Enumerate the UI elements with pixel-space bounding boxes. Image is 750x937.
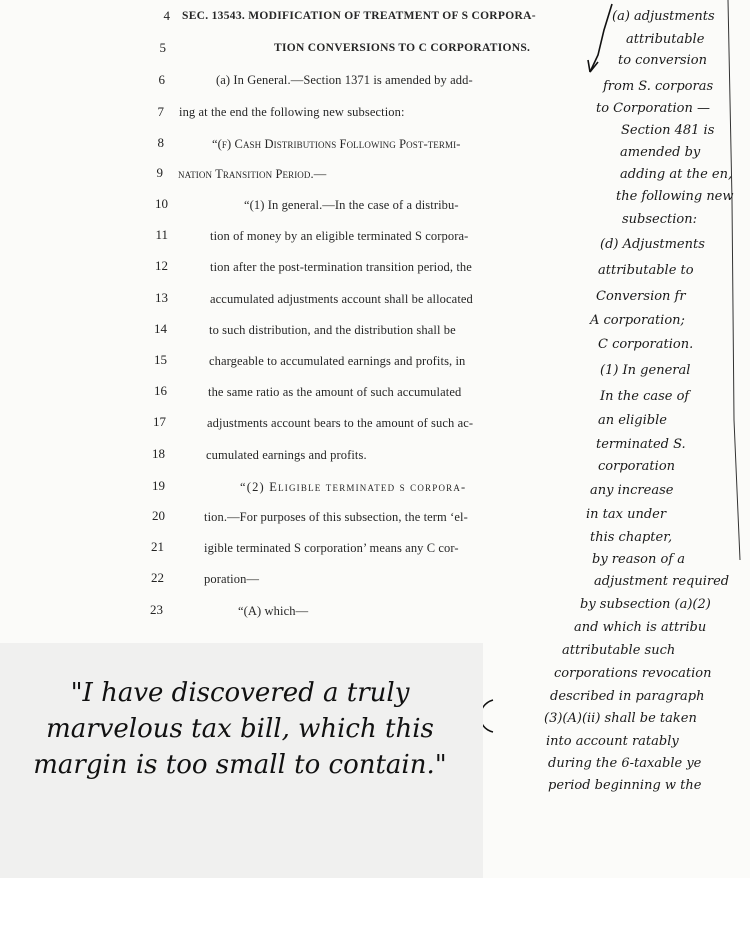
text-line: “(1) In general.—In the case of a distribu- [244,198,459,212]
line-number: 5 [159,40,166,55]
handwritten-note-line: attributable [626,32,705,47]
handwritten-note-line: by subsection (a)(2) [580,597,711,612]
handwritten-note-line: from S. corporas [603,79,714,94]
text-line: “(A) which— [238,604,309,618]
handwritten-note-line: corporation [598,459,676,474]
line-number: 17 [153,414,166,429]
line-number: 13 [155,290,168,305]
handwritten-note-line: any increase [590,483,674,498]
handwritten-note-line: the following new [616,189,734,204]
handwritten-note-line: attributable to [598,263,694,278]
line-number: 21 [151,539,164,554]
text-line: tion of money by an eligible terminated S corpora- [210,229,469,243]
handwritten-note-line: (d) Adjustments [600,237,705,252]
line-number: 14 [154,321,167,336]
text-line: adjustments account bears to the amount of such ac- [207,416,474,430]
handwritten-note-line: (3)(A)(ii) shall be taken [544,711,697,726]
line-number: 12 [155,258,168,273]
line-number: 4 [163,8,170,23]
handwritten-note-line: In the case of [600,389,690,404]
line-number: 22 [151,570,164,585]
text-line: cumulated earnings and profits. [206,448,367,462]
handwritten-note-line: this chapter, [590,530,673,545]
line-number: 19 [152,478,165,493]
handwritten-note-line: during the 6-taxable ye [548,756,702,771]
handwritten-note-line: amended by [620,145,701,160]
handwritten-note-line: an eligible [598,413,667,428]
section-heading: SEC. 13543. MODIFICATION OF TREATMENT OF S CORPORA- [182,10,536,22]
text-line: igible terminated S corporation’ means any C cor- [204,541,459,555]
line-number: 8 [157,135,164,150]
text-line: chargeable to accumulated earnings and profits, in [209,354,466,368]
text-line: “(2) Eligible terminated s corpora- [240,480,467,494]
text-line: (a) In General.—Section 1371 is amended by add- [216,73,473,87]
handwritten-note-line: described in paragraph [550,689,705,704]
text-line: “(f) Cash Distributions Following Post-termi- [212,137,461,151]
line-number: 10 [155,196,168,211]
handwritten-note-line: to Corporation — [596,101,710,116]
handwritten-note-line: adding at the en, [620,167,733,182]
handwritten-note-line: subsection: [622,212,697,227]
line-number: 11 [155,227,168,242]
text-line: the same ratio as the amount of such accumulated [208,385,462,399]
handwritten-note-line: Conversion fr [596,289,686,304]
handwritten-note-line: (1) In general [600,363,691,378]
section-heading: TION CONVERSIONS TO C CORPORATIONS. [274,42,531,54]
handwritten-note-line: attributable such [562,643,676,658]
line-number: 18 [152,446,165,461]
handwritten-note-line: period beginning w the [548,778,702,793]
fermat-quote: "I have discovered a truly marvelous tax bill, which this margin is too small to contain." [33,678,447,780]
handwritten-note-line: by reason of a [592,552,685,567]
line-number: 23 [150,602,163,617]
handwritten-note-line: in tax under [586,507,667,522]
text-line: poration— [204,572,260,586]
line-number: 7 [157,104,164,119]
handwritten-note-line: (a) adjustments [612,9,715,24]
handwritten-note-line: C corporation. [598,337,694,352]
handwritten-note-line: into account ratably [546,734,679,749]
line-number: 15 [154,352,167,367]
text-line: accumulated adjustments account shall be allocated [210,292,473,306]
text-line: nation Transition Period.— [178,167,327,181]
text-line: to such distribution, and the distribution shall be [209,323,456,337]
text-line: tion.—For purposes of this subsection, the term ‘el- [204,510,468,524]
text-line: ing at the end the following new subsection: [179,105,405,119]
handwritten-note-line: to conversion [618,53,707,68]
handwritten-note-line: and which is attribu [574,620,707,635]
line-number: 16 [154,383,167,398]
line-number: 20 [152,508,165,523]
bottom-whitespace [0,878,750,937]
handwritten-note-line: adjustment required [594,574,730,589]
text-line: tion after the post-termination transition period, the [210,260,472,274]
handwritten-note-line: Section 481 is [621,123,715,138]
line-number: 6 [158,72,165,87]
handwritten-note-line: corporations revocation [554,666,712,681]
handwritten-note-line: terminated S. [596,437,686,452]
line-number: 9 [156,165,163,180]
handwritten-note-line: A corporation; [590,313,685,328]
